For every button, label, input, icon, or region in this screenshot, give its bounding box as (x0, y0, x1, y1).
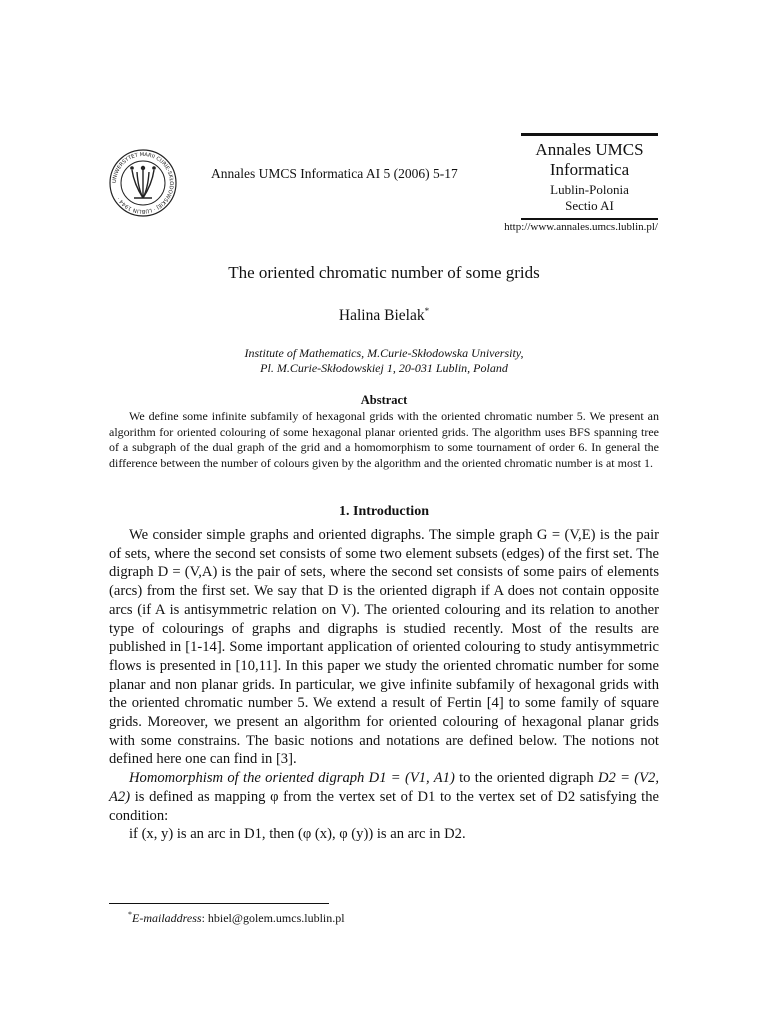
footnote-label: E-mailaddress (132, 911, 202, 925)
journal-box-title: Annales UMCS (535, 140, 644, 159)
author-affiliation (0, 346, 768, 376)
homomorphism-label: Homomorphism of the oriented digraph (129, 770, 365, 787)
journal-url-link[interactable]: http://www.annales.umcs.lublin.pl/ (504, 221, 658, 233)
homomorphism-mid-text: to the oriented digraph (459, 770, 594, 787)
digraph-d1-definition: D1 = (V1, A1) (368, 770, 455, 787)
footnote (128, 910, 345, 926)
svg-text:UNIWERSYTET MARII CURIE-SKŁODO: UNIWERSYTET MARII CURIE-SKŁODOWSKIEJ · LUBLIN 1944 · (111, 151, 175, 215)
footnote-mark: * (128, 910, 132, 919)
introduction-paragraph-1: We consider simple graphs and oriented digraphs. The simple graph G = (V,E) is the pair of sets, where the second set consists of some two element subsets (edges) of the first set. The digraph D = (V,A) is the pair of sets, where the second set consists of some pairs of elements (arcs) from the first set. We say that D is the oriented digraph if A does not contain opposite arcs (if A is antisymmetric relation on V). The oriented colouring and its relation to another type of colourings of graphs and digraphs is studied recently. Most of the results are published in [1-14]. Some important application of oriented colouring to study antisymmetric flows is presented in [10,11]. In this paper we study the oriented chromatic number for some planar and non planar grids. In particular, we give infinite subfamily of hexagonal grids with the oriented chromatic number 5. We extend a result of Fertin [4] to some family of square grids. Moreover, we present an algorithm for oriented colouring of hexagonal planar grids with some constrains. The basic notions and notations are defined below. The notions not defined here one can find in [3]. (109, 527, 659, 768)
journal-box (521, 140, 658, 214)
journal-citation: Annales UMCS Informatica AI 5 (2006) 5-17 (211, 166, 458, 181)
journal-box-city: Lublin-Polonia (550, 182, 629, 197)
paper-title: The oriented chromatic number of some grids (228, 263, 540, 282)
abstract-heading: Abstract (360, 393, 408, 407)
footnote-rule (109, 903, 329, 904)
author-name: Halina Bielak (338, 307, 425, 325)
homomorphism-condition: if (x, y) is an arc in D1, then (φ (x), φ (y)) is an arc in D2. (129, 826, 466, 843)
digraph-d2-definition: D2 = (V2, A2) (109, 770, 659, 805)
author-footnote-mark: * (424, 306, 430, 316)
introduction-heading: 1. Introduction (339, 504, 429, 519)
homomorphism-rest-text: is defined as mapping φ from the vertex set of D1 to the vertex set of D2 satisfying the condition: (109, 788, 660, 824)
abstract-body (109, 409, 659, 471)
homomorphism-definition (109, 769, 659, 825)
abstract-text: We define some infinite subfamily of hexagonal grids with the oriented chromatic number 5. We present an algorithm for oriented colouring of some hexagonal planar oriented grids. The algorithm uses BFS spanning tree of a subgraph of the dual graph of the grid and a homomorphism to some tournament of order 6. In general the difference between the number of colours given by the algorithm and the oriented chromatic number is at most 1. (109, 409, 659, 470)
journal-box-section: Sectio AI (565, 198, 614, 213)
header-rule-bottom (521, 218, 658, 220)
journal-box-subtitle: Informatica (549, 160, 630, 179)
paper-author (0, 306, 768, 325)
introduction-body (109, 526, 659, 844)
university-seal-logo (108, 148, 178, 218)
footnote-email: : hbiel@golem.umcs.lublin.pl (201, 911, 345, 925)
header-rule-top (521, 133, 658, 136)
affiliation-line-2: Pl. M.Curie-Skłodowskiej 1, 20-031 Lublin, Poland (260, 361, 508, 375)
affiliation-line-1: Institute of Mathematics, M.Curie-Skłodowska University, (244, 346, 524, 360)
